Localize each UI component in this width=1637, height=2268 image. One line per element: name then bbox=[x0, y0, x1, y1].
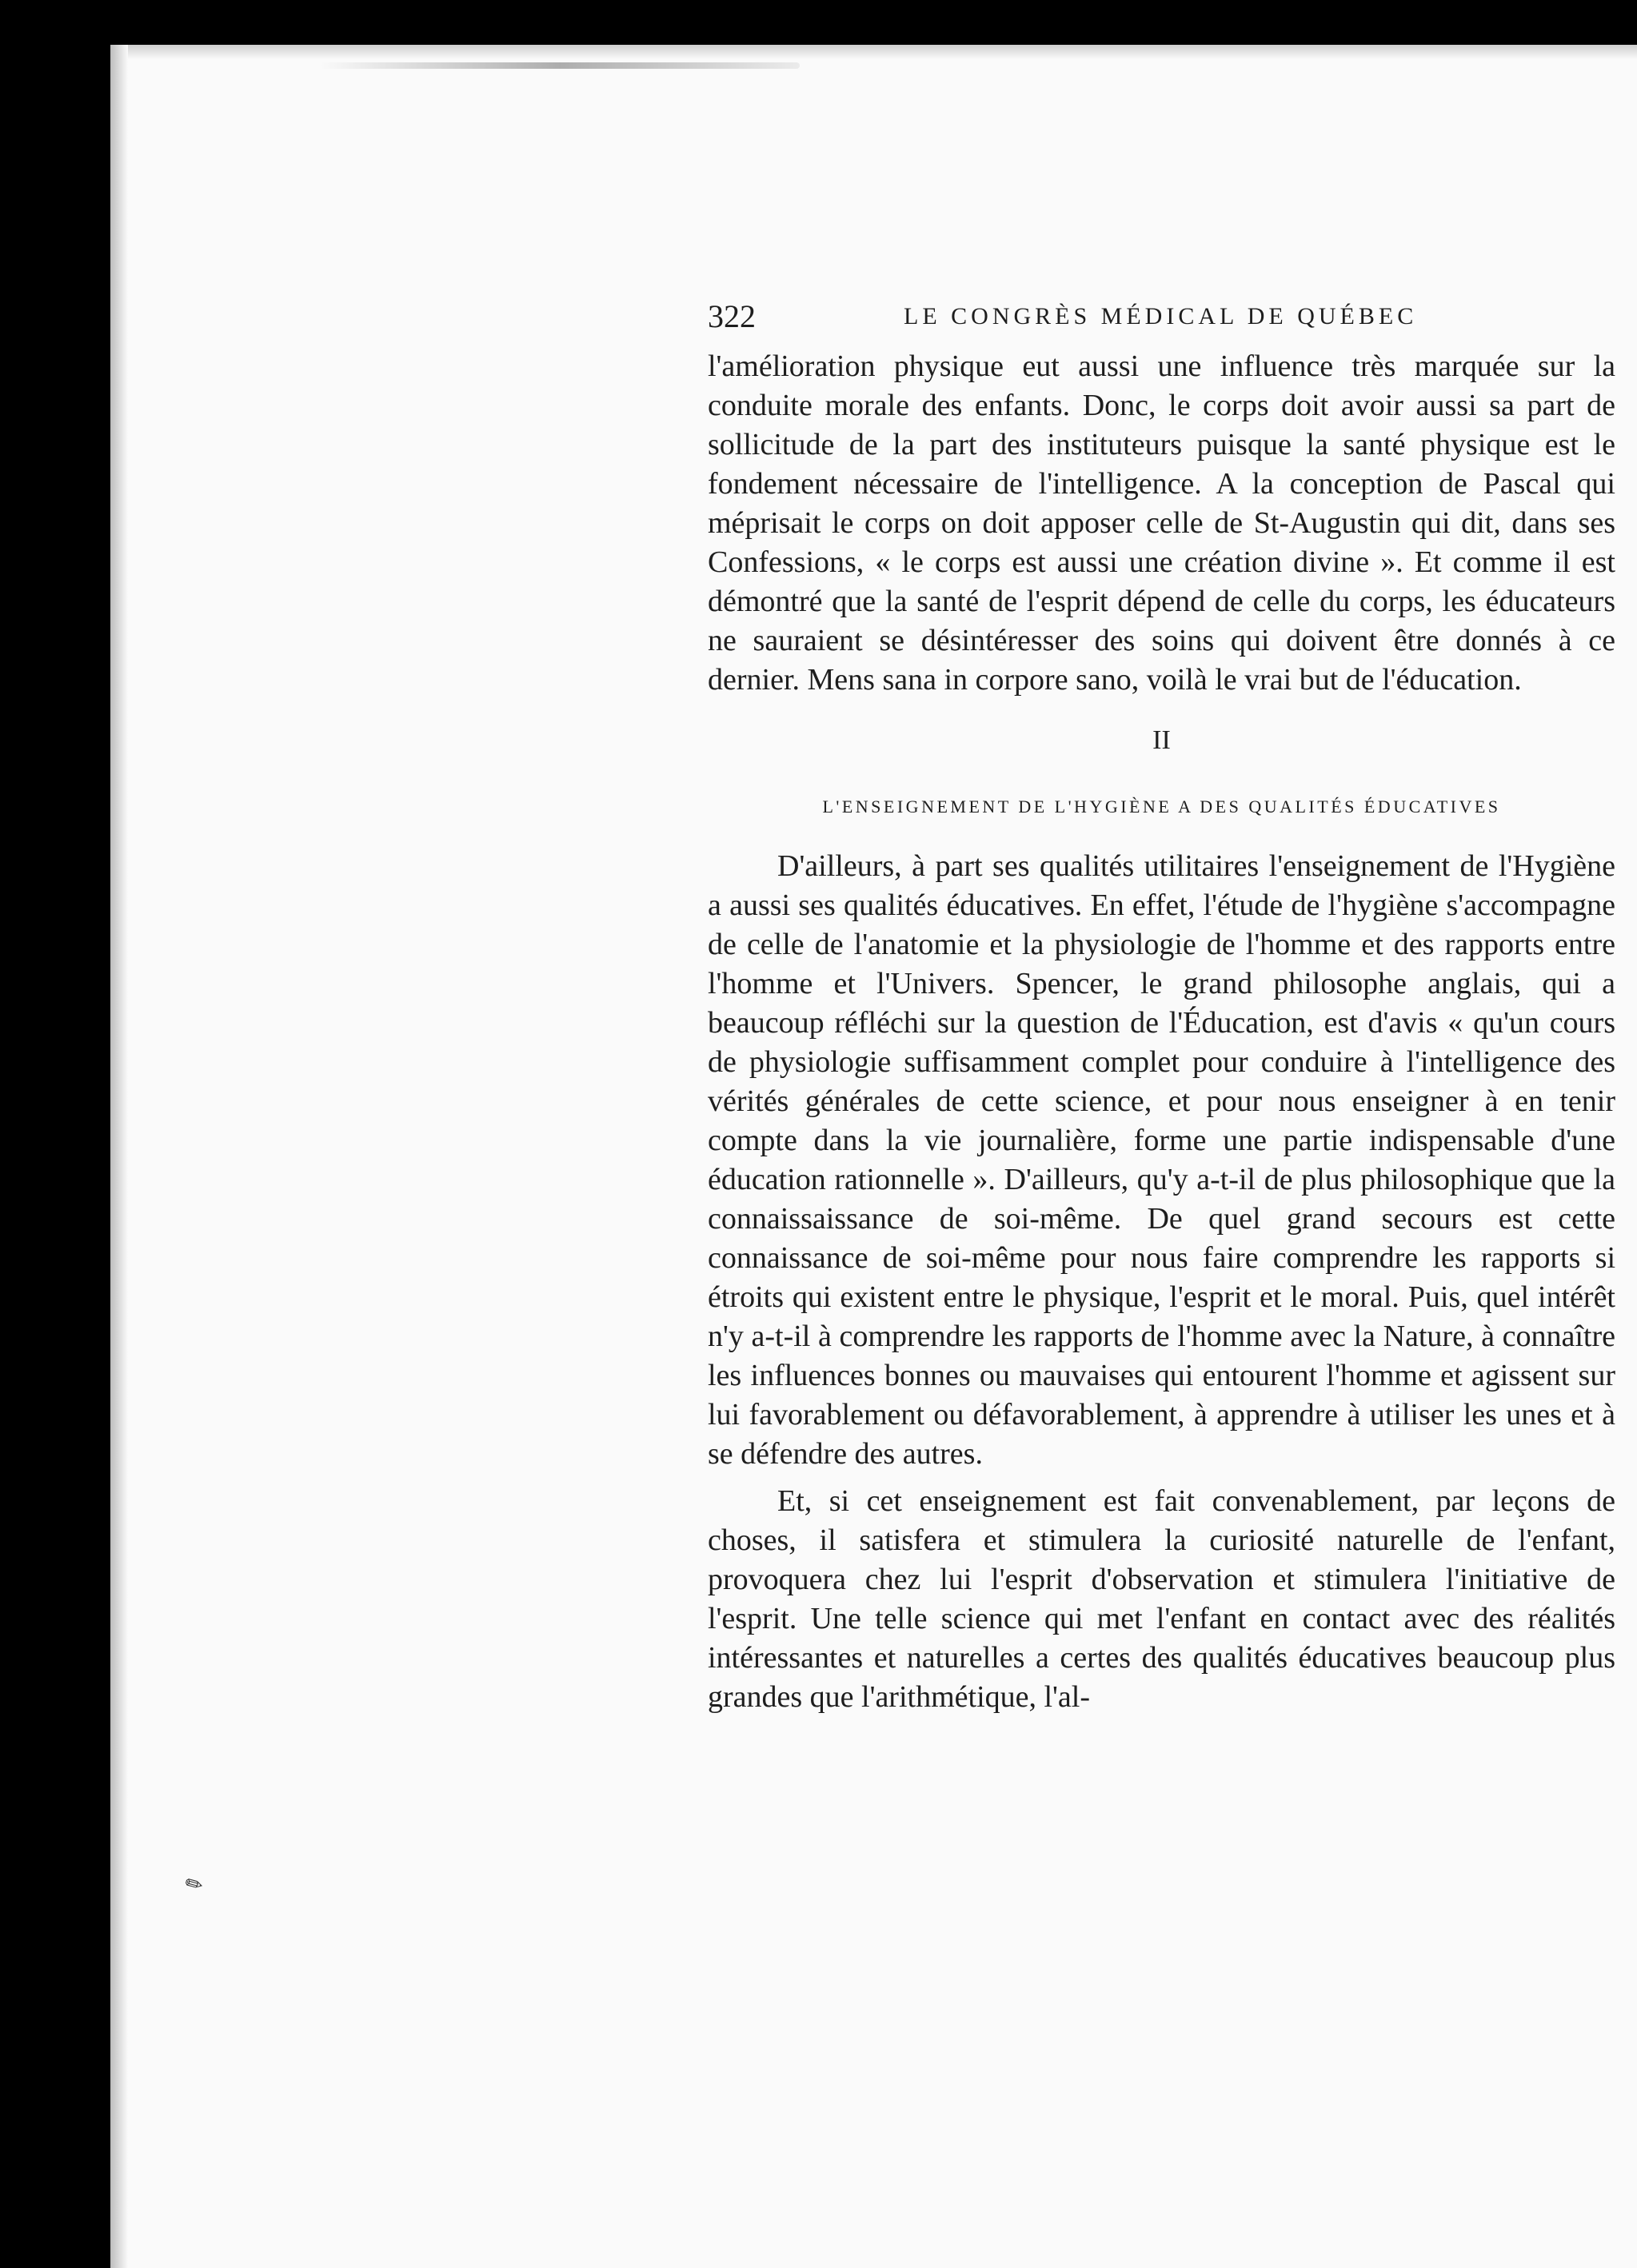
paragraph-continued: l'amélioration physique eut aussi une influence très marquée sur la conduite morale des enfants. Donc, le corps doit avoir aussi sa part de sollicitude de la part des instituteurs puisque la santé physique est le fondement nécessaire de l'intelligence. A la conception de Pascal qui méprisait le corps on doit apposer celle de St-Augustin qui dit, dans ses Confessions, « le corps est aussi une création divine ». Et comme il est démontré que la santé de l'esprit dépend de celle du corps, les éducateurs ne sauraient se désintéresser des soins qui doivent être donnés à ce dernier. Mens sana in corpore sano, voilà le vrai but de l'éducation. bbox=[708, 349, 1615, 697]
ink-speck-mark: ✎ bbox=[181, 1870, 209, 1900]
page-number: 322 bbox=[708, 298, 756, 334]
paper-left-shadow bbox=[110, 45, 128, 2268]
page-text-block bbox=[708, 296, 1635, 1717]
running-title: LE CONGRÈS MÉDICAL DE QUÉBEC bbox=[904, 303, 1418, 329]
section-numeral: II bbox=[1152, 725, 1171, 755]
paper-top-shadow bbox=[110, 45, 1637, 59]
scan-scratch-mark bbox=[320, 62, 800, 69]
section-title: L'ENSEIGNEMENT DE L'HYGIÈNE A DES QUALITÉS ÉDUCATIVES bbox=[822, 797, 1501, 817]
paragraph: Et, si cet enseignement est fait convenablement, par leçons de choses, il satisfera et stimulera la curiosité naturelle de l'enfant, provoquera chez lui l'esprit d'observation et stimulera l'initiative de l'esprit. Une telle science qui met l'enfant en contact avec des réalités intéressantes et naturelles a certes des qualités éducatives beaucoup plus grandes que l'arithmétique, l'al- bbox=[708, 1484, 1615, 1714]
paragraph: D'ailleurs, à part ses qualités utilitaires l'enseignement de l'Hygiène a aussi ses qualités éducatives. En effet, l'étude de l'hygiène s'accompagne de celle de l'anatomie et la physiologie de l'homme et des rapports entre l'homme et l'Univers. Spencer, le grand philosophe anglais, qui a beaucoup réfléchi sur la question de l'Éducation, est d'avis « qu'un cours de physiologie suffisamment complet pour conduire à l'intelligence des vérités générales de cette science, et pour nous enseigner à en tenir compte dans la vie journalière, forme une partie indispensable d'une éducation rationnelle ». D'ailleurs, qu'y a-t-il de plus philosophique que la connaissaissance de soi-même. De quel grand secours est cette connaissance de soi-même pour nous faire comprendre les rapports si étroits qui existent entre le physique, l'esprit et le moral. Puis, quel intérêt n'y a-t-il à comprendre les rapports de l'homme avec la Nature, à connaître les influences bonnes ou mauvaises qui entourent l'homme et agissent sur lui favorablement ou défavorablement, à apprendre à utiliser les unes et à se défendre des autres. bbox=[708, 849, 1615, 1471]
running-head bbox=[708, 296, 1635, 337]
